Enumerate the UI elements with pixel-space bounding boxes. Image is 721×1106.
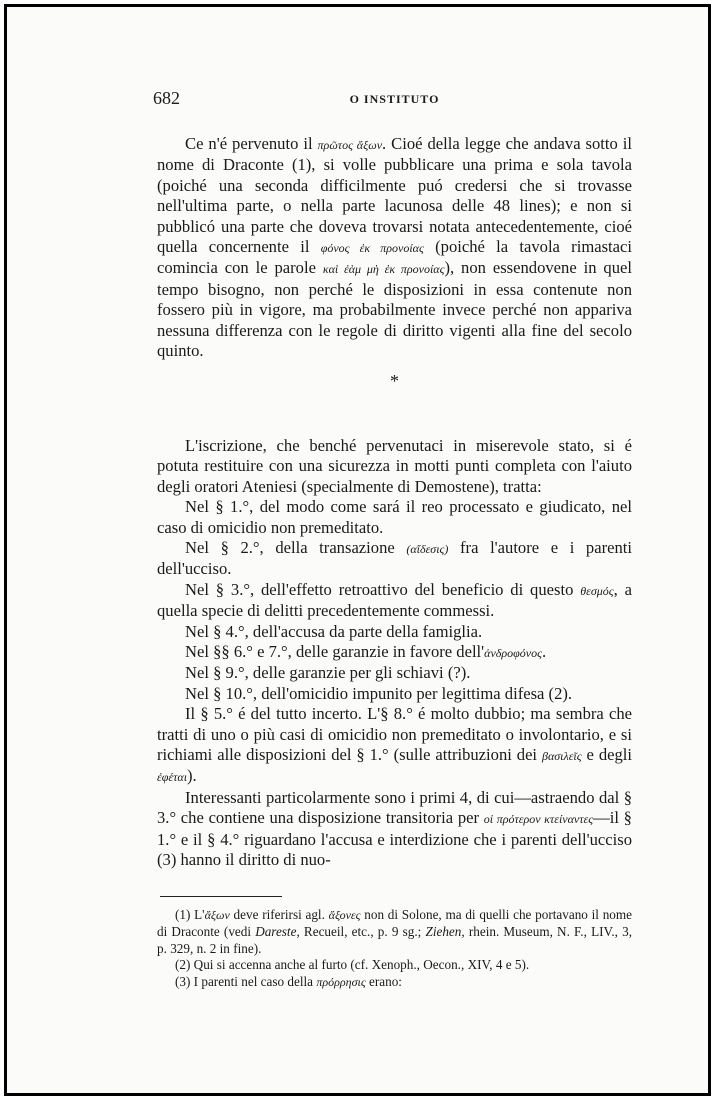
- greek-term: θεσμός: [580, 583, 614, 598]
- greek-term: ἐφέται: [157, 770, 188, 785]
- greek-term: πρῶτος ἄξων: [317, 138, 383, 152]
- book-page: [153, 88, 633, 990]
- paragraph-1: Ce n'é pervenuto il πρῶτος ἄξων. Cioé della legge che andava sotto il nome di Draconte (1), si volle pubblicare una prima e sola tavola (poiché una seconda difficilmente puó credersi che si trovasse nell'ultima parte, o nella parte lacunosa delle 48 lines); e non si pubblicó una parte che doveva trovarsi notata antecedentemente, cioé quella concernente il φόνος ἐκ προνοίας (poiché la tavola rimastaci comincia con le parole καὶ ἐὰμ μὴ ἐκ προνοίας), non essendovene in quel tempo bisogno, non perché le disposizioni in essa contenute non fossero più in vigore, ma probabilmente invece perché non appariva nessuna differenza con le regole di diritto vigenti alla fine del secolo quinto.: [157, 134, 633, 361]
- paragraph-2: L'iscrizione, che benché pervenutaci in miserevole stato, si é potuta restituire con una sicurezza in motti punti completa con l'aiuto degli oratori Ateniesi (specialmente di Demostene), tratta:: [157, 435, 632, 496]
- greek-term: βασιλεῖς: [541, 748, 582, 763]
- greek-term: οἱ πρότερον κτείναντες: [483, 812, 594, 827]
- section-2-item: Nel § 2.°, della transazione (αἴδεσις) fra l'autore e i parenti dell'ucciso.: [157, 537, 633, 579]
- section-9-item: Nel § 9.°, delle garanzie per gli schiavi (?).: [185, 663, 471, 683]
- footnotes: [157, 907, 632, 990]
- footnote-2: (2) Qui si accenna anche al furto (cf. Xenoph., Oecon., XIV, 4 e 5).: [175, 957, 530, 973]
- greek-term: ἀνδροφόνος: [484, 645, 542, 660]
- greek-term: καὶ ἐὰμ μὴ ἐκ προνοίας: [322, 262, 445, 277]
- paragraph-3: Il § 5.° é del tutto incerto. L'§ 8.° é molto dubbio; ma sembra che tratti di uno o più casi di omicidio non premeditato o involontario, e si richiami alle disposizioni del § 1.° (sulle attribuzioni dei βασιλεῖς e degli ἐφέται).: [157, 704, 632, 786]
- page-header: [153, 88, 632, 114]
- running-title: O INSTITUTO: [349, 92, 440, 106]
- section-3-item: Nel § 3.°, dell'effetto retroattivo del beneficio di questo θεσμός, a quella specie di delitti precedentemente commessi.: [157, 579, 632, 621]
- footnote-3: (3) I parenti nel caso della πρόρρησις erano:: [175, 973, 402, 989]
- page-number: 682: [153, 88, 180, 108]
- paragraph-4: Interessanti particolarmente sono i primi 4, di cui—astraendo dal § 3.° che contiene una disposizione transitoria per οἱ πρότερον κτείναντες—il § 1.° e il § 4.° riguardano l'accusa e interdizione che i parenti dell'ucciso (3) hanno il diritto di nuo-: [157, 787, 632, 869]
- section-6-7-item: Nel §§ 6.° e 7.°, delle garanzie in favore dell'ἀνδροφόνος.: [185, 641, 547, 661]
- greek-term: (αἴδεσις): [406, 541, 449, 556]
- main-text: [157, 134, 632, 870]
- greek-term: φόνος ἐκ προνοίας: [320, 241, 424, 256]
- section-10-item: Nel § 10.°, dell'omicidio impunito per legittima difesa (2).: [185, 683, 573, 703]
- footnote-1: (1) L'ἄξων deve riferirsi agl. ἄξονες non di Solone, ma di quelli che portavano il nome di Draconte (vedi Dareste, Recueil, etc., p. 9 sg.; Ziehen, rhein. Museum, N. F., LIV., 3, p. 329, n. 2 in fine).: [157, 907, 633, 956]
- section-1-item: Nel § 1.°, del modo come sará il reo processato e giudicato, nel caso di omicidio non premeditato.: [157, 497, 632, 537]
- section-4-item: Nel § 4.°, dell'accusa da parte della famiglia.: [185, 621, 483, 641]
- section-star: *: [390, 371, 399, 392]
- footnote-rule: [160, 896, 282, 897]
